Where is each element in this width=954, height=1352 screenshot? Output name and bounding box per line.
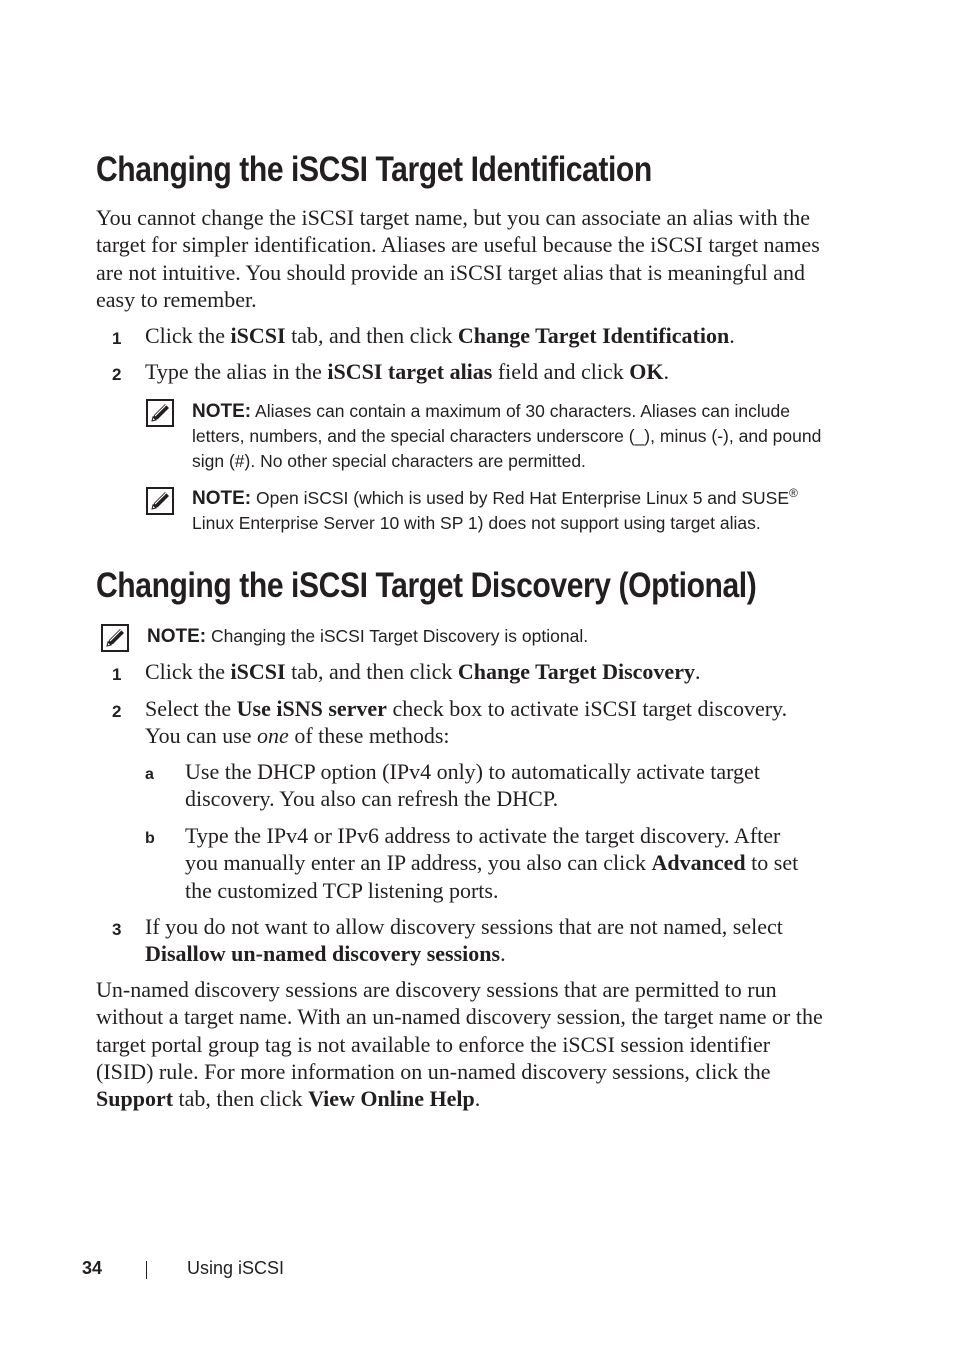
substep-text: Use the DHCP option (IPv4 only) to automatically activate target discovery. You also can refresh the DHCP. <box>185 759 760 812</box>
footer-divider <box>146 1261 147 1279</box>
section-heading-target-identification: Changing the iSCSI Target Identification <box>96 150 652 189</box>
step-number: 1 <box>112 329 122 348</box>
note-pencil-icon <box>146 399 174 427</box>
section-heading-target-discovery: Changing the iSCSI Target Discovery (Optional) <box>96 566 757 605</box>
step-number: 2 <box>112 702 122 721</box>
step-text: Click the iSCSI tab, and then click Change Target Discovery. <box>145 659 701 684</box>
step-text: If you do not want to allow discovery sessions that are not named, select Disallow un-named discovery sessions. <box>145 914 783 967</box>
substep-letter: b <box>145 830 155 847</box>
footer-section-title: Using iSCSI <box>187 1258 285 1278</box>
substep-letter: a <box>145 766 154 783</box>
note-text: NOTE: Changing the iSCSI Target Discovery is optional. <box>147 626 589 647</box>
intro-paragraph: You cannot change the iSCSI target name, but you can associate an alias with the target for simpler identification. Aliases are useful because the iSCSI target names are not intuitive. You should provide an iSCSI target alias that is meaningful and easy to remember. <box>96 205 820 312</box>
note-pencil-icon <box>146 487 174 515</box>
step-text: Type the alias in the iSCSI target alias field and click OK. <box>145 359 669 384</box>
step-number: 3 <box>112 920 122 939</box>
note-text: NOTE: Open iSCSI (which is used by Red Hat Enterprise Linux 5 and SUSE® Linux Enterprise Server 10 with SP 1) does not support using target alias. <box>192 486 798 533</box>
substep-text: Type the IPv4 or IPv6 address to activate the target discovery. After you manually enter an IP address, you also can click Advanced to set the customized TCP listening ports. <box>185 823 799 903</box>
step-text: Click the iSCSI tab, and then click Change Target Identification. <box>145 323 735 348</box>
closing-paragraph: Un-named discovery sessions are discovery sessions that are permitted to run without a target name. With an un-named discovery session, the target name or the target portal group tag is not available to enforce the iSCSI session identifier (ISID) rule. For more information on un-named discovery sessions, click the Support tab, then click View Online Help. <box>96 977 823 1112</box>
step-number: 1 <box>112 665 122 684</box>
note-pencil-icon <box>101 624 129 652</box>
step-number: 2 <box>112 365 122 384</box>
note-text: NOTE: Aliases can contain a maximum of 30 characters. Aliases can include letters, numbers, and the special characters underscore (_), minus (-), and pound sign (#). No other special characters are permitted. <box>192 401 822 471</box>
page-number: 34 <box>82 1258 103 1278</box>
step-text: Select the Use iSNS server check box to activate iSCSI target discovery. You can use one of these methods: <box>145 696 788 749</box>
